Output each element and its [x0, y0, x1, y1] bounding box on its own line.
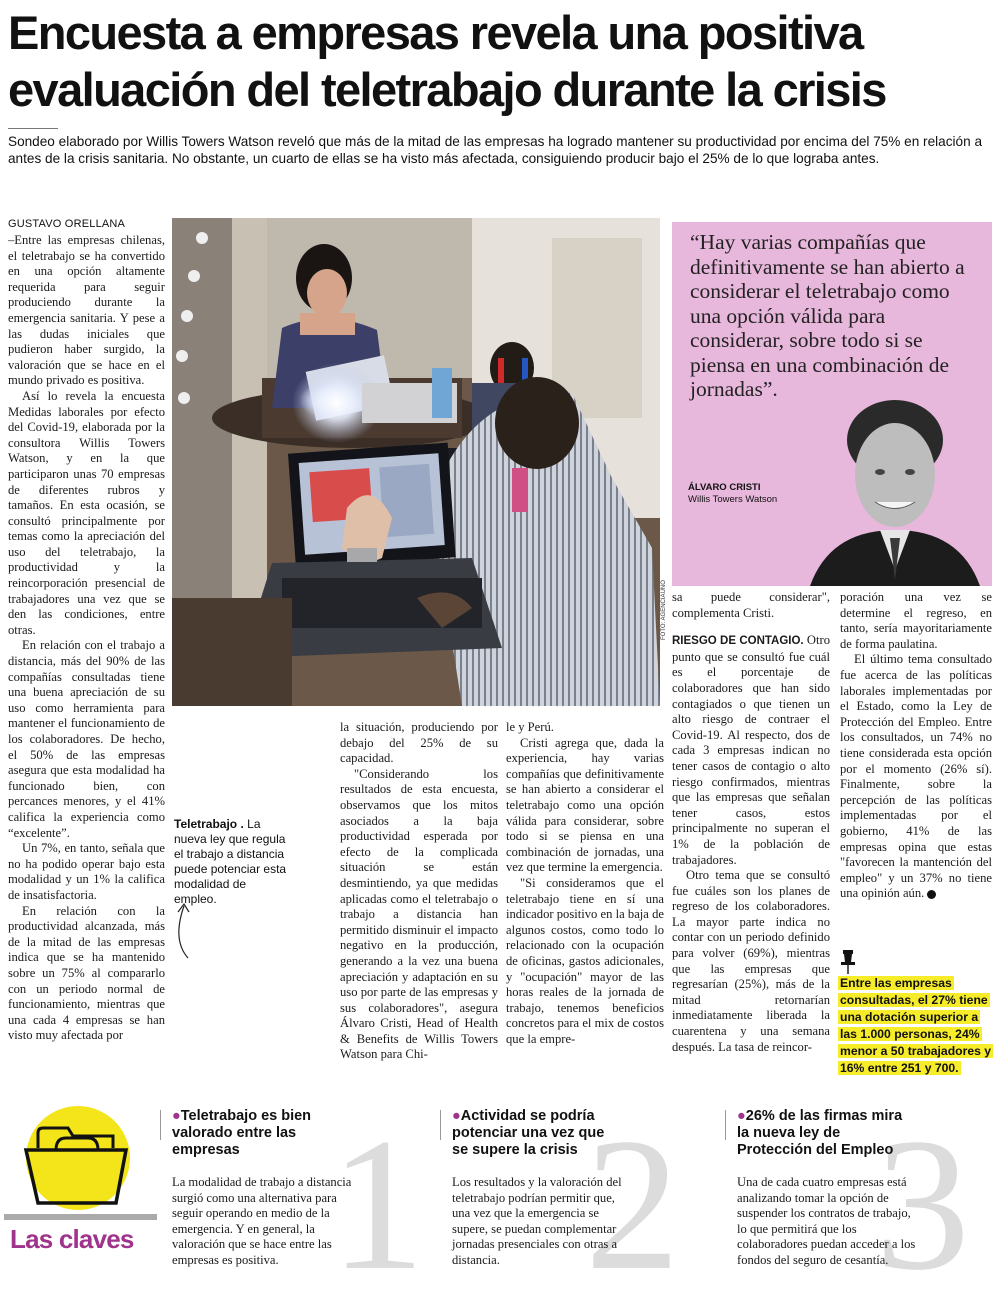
- key-2-body: Los resultados y la valoración del teletrabajo podrían permitir que, una vez que la emergencia se supere, se puedan complementar jornadas presenciales con otras a distancia.: [452, 1175, 622, 1267]
- key-divider: [440, 1110, 441, 1140]
- body-paragraph: poración una vez se determine el regreso, en tanto, sería mayoritariamente de forma paulatina.: [840, 590, 992, 651]
- body-text: El último tema consultado fue acerca de las políticas laborales implementadas por el Estado, como la Ley de Protección del Empleo. Entre los consultados, un 74% no tiene considerada esta opción por el momento (26% sí). Finalmente, sobre la percepción de las políticas implementadas por el gobierno, 41% de las empresas opina que estas "favorecen la mantención del empleo" y un 37% no tiene una opinión aún.: [840, 652, 992, 901]
- bullet-icon: ●: [737, 1108, 746, 1124]
- body-paragraph: "Considerando los resultados de esta encuesta, observamos que los mitos asociados a la baja productividad esperada por efecto de la complicada situación se están desmintiendo, ya que medidas aplicadas como el teletrabajo o trabajo a distancia han permitido disminuir el impacto negativo en la producción, generando a la vez una buena apreciación y adaptación en su uso por parte de las empresas y sus colaboradores", asegura Álvaro Cristi, Head of Health & Benefits de Willis Towers Watson para Chi-: [340, 766, 498, 1062]
- claves-bar: [4, 1214, 157, 1220]
- key-number-3: 3: [875, 1100, 970, 1310]
- folder-icon: [8, 1108, 158, 1208]
- key-number-1: 1: [330, 1100, 425, 1310]
- key-number-2: 2: [585, 1100, 680, 1310]
- key-1-title-text: Teletrabajo es bien valorado entre las empresas: [172, 1108, 312, 1158]
- portrait-photo: [790, 380, 992, 586]
- caption-label: Teletrabajo .: [174, 817, 244, 831]
- body-column-3: [340, 720, 498, 1063]
- body-paragraph: En relación con el trabajo a distancia, más del 90% de las compañías consultadas tiene una buena apreciación de su uso como herramienta para mantener el funcionamiento de los colaboradores. De hecho, el 50% de las empresas asegura que esta modalidad ha funcionado bien, con percances menores, y el 41% califica la experiencia como “excelente”.: [8, 638, 165, 840]
- caption-arrow-icon: [170, 900, 200, 960]
- body-column-4: [506, 720, 664, 1047]
- highlight-box: [838, 975, 992, 1077]
- byline: GUSTAVO ORELLANA: [8, 218, 126, 230]
- key-2-title-text: Actividad se podría potenciar una vez que se supere la crisis: [452, 1108, 605, 1158]
- body-paragraph: Así lo revela la encuesta Medidas laborales por efecto del Covid-19, elaborada por la consultora Willis Towers Watson, y en la que participaron unas 70 empresas de diferentes rubros y tamaños. En esta ocasión, se consultó principalmente por temas como la apreciación del uso del teletrabajo, la productividad y la reincorporación presencial de trabajadores una vez que se den las condiciones, entre otras.: [8, 388, 165, 637]
- body-paragraph: le y Perú.: [506, 720, 554, 734]
- key-1-body: La modalidad de trabajo a distancia surgió como una alternativa para seguir operando en medio de la emergencia. Y en general, la valoración que se hace entre las empresas es positiva.: [172, 1175, 352, 1267]
- body-column-1: [8, 233, 165, 1043]
- end-mark-icon: P: [927, 890, 936, 899]
- body-paragraph: sa puede considerar", complementa Cristi.: [672, 590, 830, 620]
- body-text: Otro punto que se consultó fue cuál es el porcentaje de colaboradores que han sido contagiados o que tienen un alto riesgo de contraer el Covid-19. Al respecto, dos de cada 3 empresas indican no tener casos de contagio o alto riesgo confirmados, mientras que las empresas que señalan tener casos, estos principalmente no superan el 1% de la población de trabajadores.: [672, 633, 830, 867]
- key-divider: [725, 1110, 726, 1140]
- key-divider: [160, 1110, 161, 1140]
- body-paragraph: Cristi agrega que, dada la experiencia, hay varias compañías que definitivamente se han abierto a considerar el teletrabajo como una opción válida para considerar, sobre todo si se piensa en una combinación de jornadas, una vez que termine la emergencia.: [506, 735, 664, 875]
- key-2-title: [452, 1108, 622, 1159]
- quote-author: ÁLVARO CRISTI: [688, 482, 761, 493]
- body-paragraph: –Entre las empresas chilenas, el teletrabajo se ha convertido en una opción altamente requerida para seguir produciendo durante la emergencia sanitaria. Y pese a las dudas iniciales que pudieron haber surgido, la valoración que se hace en el mundo privado es positiva.: [8, 233, 165, 388]
- deck-rule: [8, 128, 58, 129]
- body-paragraph: "Si consideramos que el teletrabajo tiene en sí una indicador positivo en la baja de algunos costos, como todo lo relacionado con la ocupación de oficinas, gastos adicionales, y "ocupación" mayor de las horas reales de la jornada de trabajo, tenemos beneficios concretos para el mix de costos que la empre-: [506, 875, 664, 1046]
- highlight-text: Entre las empresas consultadas, el 27% tiene una dotación superior a las 1.000 personas, 24% menor a 50 trabajadores y 16% entre 251 y 700.: [840, 976, 992, 1075]
- photo-credit: FOTO: AGENCIAUNO: [661, 580, 667, 640]
- headline: Encuesta a empresas revela una positiva evaluación del teletrabajo durante la crisis: [8, 6, 886, 116]
- key-3-body: Una de cada cuatro empresas está analizando tomar la opción de suspender los contratos de trabajo, lo que permitirá que los colaboradores puedan acceder a los fondos del seguro de cesantía.: [737, 1175, 916, 1267]
- body-paragraph: [672, 633, 830, 868]
- key-1-title: [172, 1108, 342, 1159]
- caption-text: La nueva ley que regula el trabajo a distancia puede potenciar esta modalidad de empleo.: [174, 817, 287, 906]
- body-column-5: [672, 590, 830, 1055]
- deck: Sondeo elaborado por Willis Towers Watson reveló que más de la mitad de las empresas ha logrado mantener su productividad por encima del 75% en relación a antes de la crisis sanitaria. No obstante, un cuarto de ellas se ha visto más afectada, consiguiendo producir bajo el 25% de lo que lograba antes.: [8, 134, 983, 166]
- bullet-icon: ●: [452, 1108, 461, 1124]
- pushpin-icon: [839, 948, 857, 974]
- body-paragraph: En relación con la productividad alcanzada, más de la mitad de las empresas indica que se ha mantenido sobre un 75% al compararlo con un periodo normal de funcionamiento, mientras que una cada 4 empresas se han visto muy afectada por: [8, 903, 165, 1043]
- quote-organization: Willis Towers Watson: [688, 494, 778, 505]
- body-paragraph: Otro tema que se consultó fue cuáles son los planes de regreso de los colaboradores. La mayor parte indica no contar con un periodo definido para volver (69%), mientras que las empresas que regresarían (25%), más de la mitad retornarían inmediatamente liberada la cuarentena y una semana después. La tasa de reincor-: [672, 868, 830, 1054]
- article-photo: [172, 218, 660, 706]
- body-column-6: [840, 590, 992, 902]
- key-3-title-text: 26% de las firmas mira la nueva ley de Protección del Empleo: [737, 1108, 903, 1158]
- photo-illustration: [172, 218, 660, 706]
- body-paragraph: [840, 652, 992, 902]
- body-paragraph: Un 7%, en tanto, señala que no ha podido operar bajo esta modalidad y un 1% la califica de insatisfactoria.: [8, 841, 165, 902]
- photo-caption: [174, 817, 292, 907]
- bullet-icon: ●: [172, 1108, 181, 1124]
- subhead-riesgo: RIESGO DE CONTAGIO.: [672, 635, 804, 648]
- pull-quote: “Hay varias compañías que definitivamente se han abierto a considerar el teletrabajo como una opción válida para considerar, sobre todo si se piensa en una combinación de jornadas”.: [690, 230, 965, 401]
- claves-title: Las claves: [10, 1224, 134, 1254]
- body-paragraph: la situación, produciendo por debajo del 25% de su capacidad.: [340, 720, 498, 766]
- key-3-title: [737, 1108, 912, 1159]
